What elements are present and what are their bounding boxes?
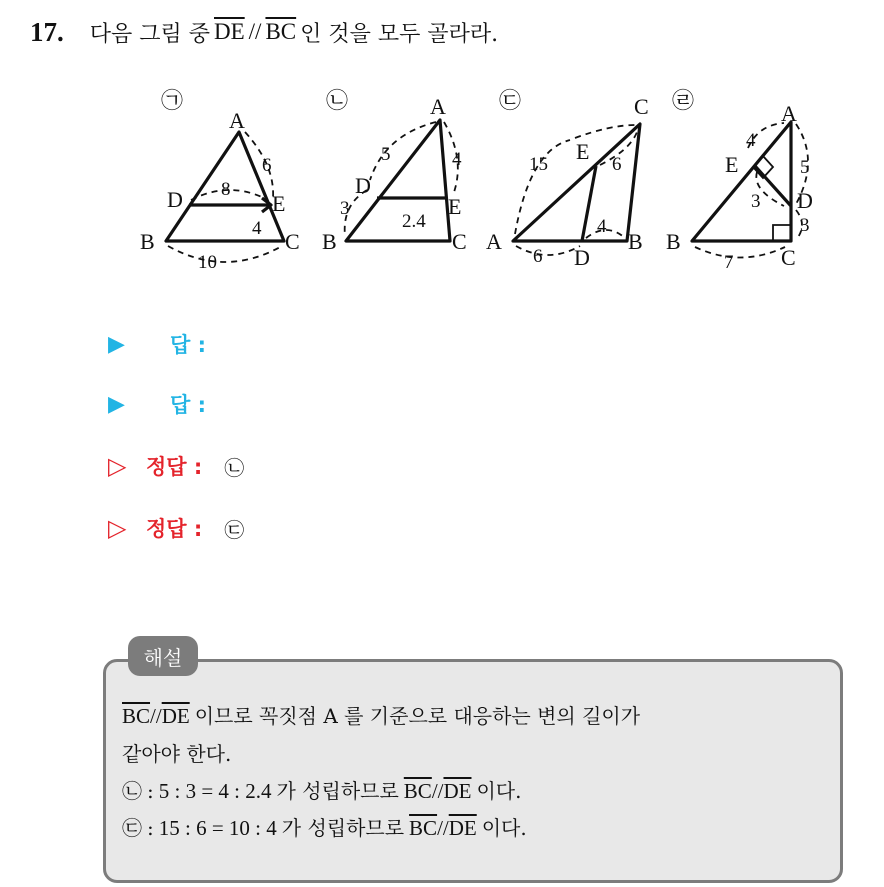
explanation-line-4-mark: ㉢	[122, 816, 142, 840]
correct-answer-value-2: ㉢	[224, 517, 245, 542]
correct-answer-label-1: 정답 :	[146, 455, 203, 479]
figure-3-length-db: 4	[597, 216, 607, 237]
question-number: 17.	[30, 16, 64, 47]
figure-2-vertex-c: C	[452, 229, 467, 254]
parallel-symbol: //	[248, 19, 262, 44]
figure-1-label: ㉠	[161, 88, 184, 113]
figure-3-length-ad: 6	[533, 246, 543, 267]
figure-3-vertex-d: D	[574, 245, 590, 270]
correct-answer-value-1: ㉡	[224, 455, 245, 480]
figure-4-length-ed: 3	[751, 191, 761, 212]
figure-4	[666, 88, 813, 273]
figure-3-length-ec: 6	[612, 154, 622, 175]
play-icon: ▶	[108, 391, 125, 417]
correct-answer-row-1	[108, 448, 244, 484]
figure-2-vertex-e: E	[448, 194, 462, 219]
explanation-line-3	[122, 775, 521, 804]
explanation-line-2-text: 같아야 한다.	[122, 742, 232, 766]
explanation-tab: 해설	[128, 636, 198, 676]
figure-1-vertex-b: B	[140, 229, 155, 254]
answer-row-2	[108, 386, 228, 422]
figure-2-length-ad: 5	[381, 144, 391, 165]
figure-4-vertex-e: E	[725, 152, 739, 177]
figure-1-vertex-e: E	[272, 191, 286, 216]
figure-1-length-ec: 4	[252, 218, 262, 239]
explanation-line-4-colon: :	[147, 816, 154, 840]
figure-4-length-dc: 3	[800, 215, 810, 236]
figure-1-vertex-c: C	[285, 229, 300, 254]
figure-1-dash-bc	[168, 246, 282, 262]
figure-2-length-ec: 2.4	[402, 211, 426, 232]
figure-3-vertex-e: E	[576, 139, 590, 164]
parallel-symbol: //	[431, 779, 444, 803]
question-text-before: 다음 그림 중	[89, 21, 210, 47]
figure-3-vertex-c: C	[634, 94, 649, 119]
figure-3-length-ae: 15	[529, 154, 548, 175]
figure-4-label: ㉣	[672, 88, 695, 113]
figure-4-length-ae: 4	[746, 130, 756, 151]
figure-4-length-ad: 5	[800, 157, 810, 178]
explanation-line-3-mark: ㉡	[122, 779, 142, 803]
explanation-line-3-equation: 5 : 3 = 4 : 2.4	[158, 779, 272, 803]
parallel-symbol: //	[150, 704, 162, 728]
segment-bc: $\overline{BC}$	[122, 704, 151, 728]
figure-4-vertex-a: A	[781, 101, 797, 126]
explanation-line-3-end: 이다.	[476, 779, 522, 803]
explanation-line-2	[122, 738, 231, 767]
figure-4-right-angle-c	[773, 225, 791, 241]
figure-2-vertex-a: A	[430, 94, 446, 119]
explanation-line-4-end: 이다.	[481, 816, 527, 840]
figure-2-dash-ad	[370, 122, 436, 180]
figure-3-dash-ad	[516, 246, 580, 255]
figure-3-label: ㉢	[499, 88, 522, 113]
segment-de: $\overline{DE}$	[161, 704, 190, 728]
figure-2-vertex-b: B	[322, 229, 337, 254]
figure-1-length-ae: 6	[262, 155, 272, 176]
figure-2	[322, 88, 467, 254]
parallel-symbol: //	[437, 816, 449, 840]
answer-label-1: 답 :	[170, 333, 206, 357]
figure-3-vertex-a: A	[486, 229, 502, 254]
figure-1-vertex-d: D	[167, 187, 183, 212]
figure-2-vertex-d: D	[355, 173, 371, 198]
outline-play-icon: ▷	[108, 514, 127, 542]
figure-2-length-db: 3	[340, 198, 350, 219]
figure-2-length-ae: 4	[452, 149, 462, 170]
figure-3	[486, 88, 649, 270]
explanation-line-3-text: 가 성립하므로	[276, 779, 399, 803]
figure-4-vertex-d: D	[797, 188, 813, 213]
explanation-line-1	[122, 700, 640, 729]
correct-answer-label-2: 정답 :	[146, 517, 203, 541]
figure-4-triangle	[692, 122, 791, 241]
question-text-after: 인 것을 모두 골라라.	[300, 21, 499, 47]
figure-2-label: ㉡	[326, 88, 349, 113]
explanation-line-1-text: 이므로 꼭짓점 A 를 기준으로 대응하는 변의 길이가	[194, 704, 641, 728]
figure-1-vertex-a: A	[229, 108, 245, 133]
figure-1	[140, 88, 300, 273]
play-icon: ▶	[108, 331, 125, 357]
figure-4-vertex-b: B	[666, 229, 681, 254]
segment-de: $\overline{DE}$	[443, 779, 472, 803]
figure-3-vertex-b: B	[628, 229, 643, 254]
figure-4-dash-bc	[695, 247, 785, 258]
segment-bc: $\overline{BC}$	[409, 816, 438, 840]
segment-bc: $\overline{BC}$	[403, 779, 432, 803]
explanation-line-3-colon: :	[147, 779, 154, 803]
segment-bc: $\overline{BC}$	[265, 19, 297, 44]
answer-label-2: 답 :	[170, 393, 206, 417]
figures-diagram	[0, 0, 884, 300]
segment-de: $\overline{DE}$	[448, 816, 477, 840]
answer-row-1	[108, 326, 228, 362]
correct-answer-row-2	[108, 510, 244, 546]
figure-4-length-bc: 7	[724, 252, 734, 273]
segment-de: $\overline{DE}$	[214, 19, 245, 44]
figure-4-vertex-c: C	[781, 245, 796, 270]
explanation-line-4-text: 가 성립하므로	[281, 816, 405, 840]
explanation-line-4-equation: 15 : 6 = 10 : 4	[158, 816, 277, 840]
figure-1-length-bc: 10	[198, 252, 217, 273]
figure-1-length-de: 8	[221, 179, 231, 200]
explanation-line-4	[122, 812, 527, 841]
outline-play-icon: ▷	[108, 452, 127, 480]
explanation-box	[103, 659, 843, 883]
